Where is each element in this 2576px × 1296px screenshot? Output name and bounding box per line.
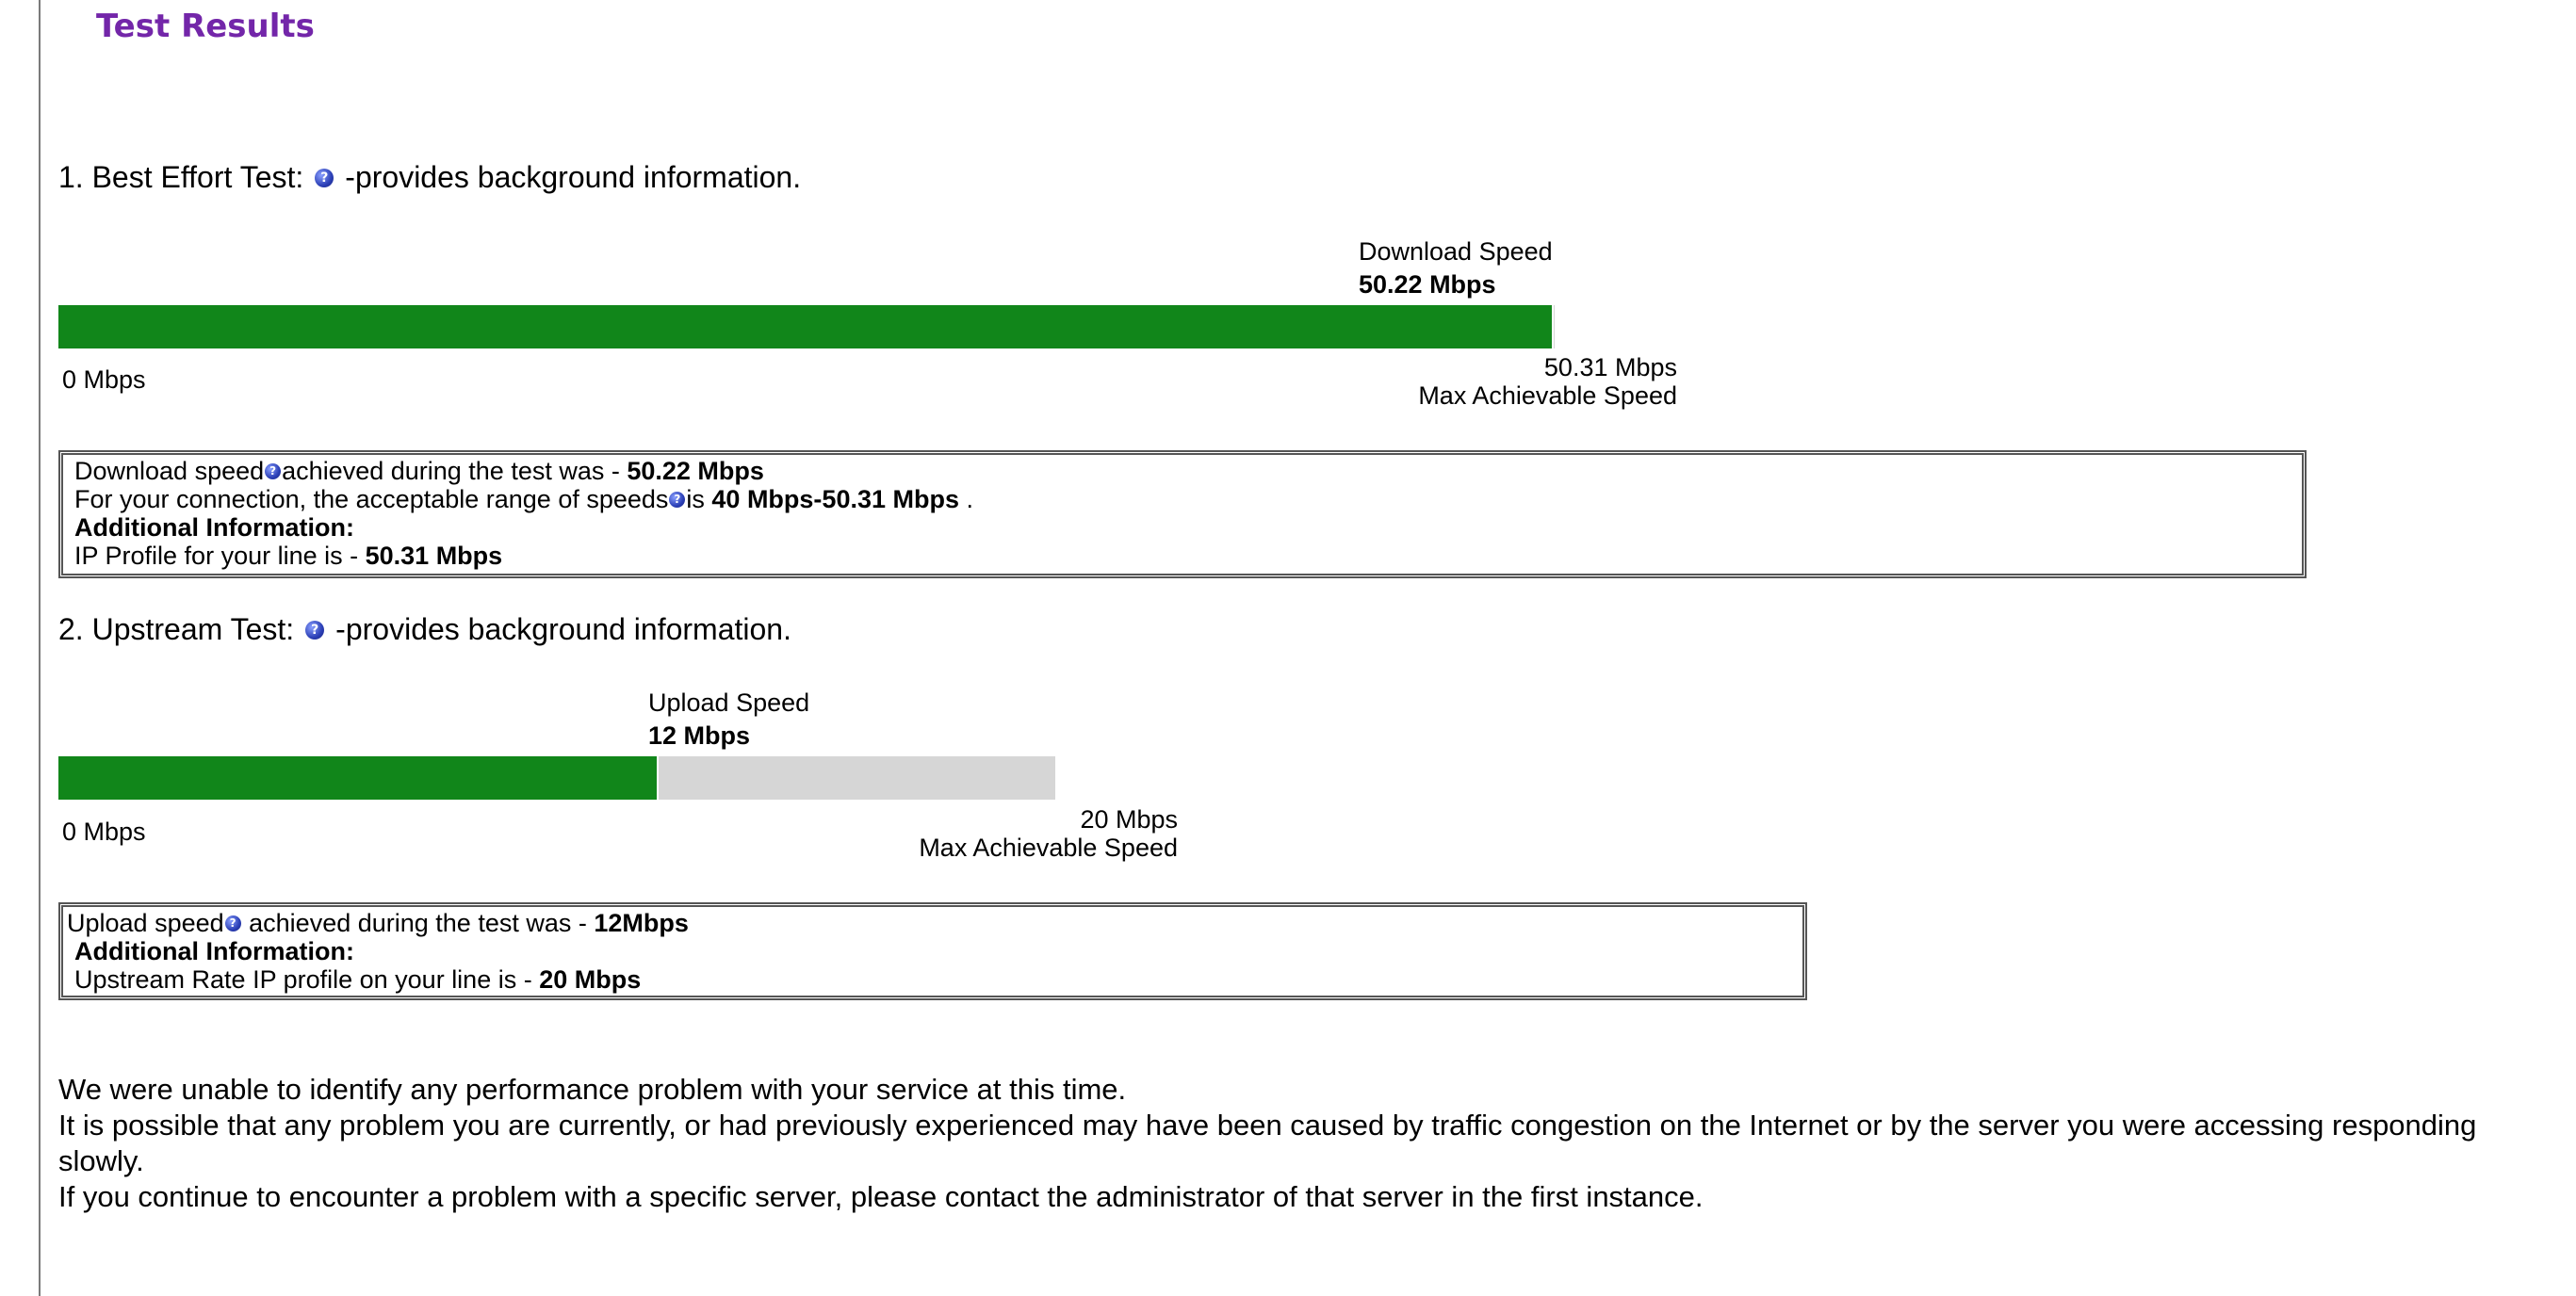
download-speed-bar-track bbox=[58, 305, 1555, 348]
upload-info-box bbox=[58, 902, 1807, 1000]
upload-max-caption: Max Achievable Speed bbox=[919, 834, 1178, 862]
upload-info-label: Upload speed bbox=[67, 909, 224, 937]
upload-speed-value: 12 Mbps bbox=[648, 721, 751, 750]
best-effort-heading-suffix: -provides background information. bbox=[345, 160, 802, 194]
ip-profile-value: 50.31 Mbps bbox=[365, 542, 503, 570]
best-effort-heading-text: 1. Best Effort Test: bbox=[58, 160, 304, 194]
download-additional-heading: Additional Information: bbox=[74, 513, 354, 542]
upload-info-line-1 bbox=[67, 909, 1795, 937]
upload-speed-help-icon[interactable]: ? bbox=[225, 915, 241, 932]
range-info-suffix: . bbox=[958, 485, 973, 513]
summary-line-2: It is possible that any problem you are currently, or had previously experienced may have been caused by traffic congestion on the Internet or by the server you were accessing responding slowly. bbox=[58, 1109, 2477, 1177]
download-speed-value: 50.22 Mbps bbox=[1359, 270, 1496, 299]
upload-info-line-3 bbox=[67, 965, 1795, 994]
download-info-line-1 bbox=[74, 457, 2294, 485]
download-info-line-4 bbox=[74, 542, 2294, 570]
ip-profile-label: IP Profile for your line is - bbox=[74, 542, 366, 570]
summary-line-1: We were unable to identify any performance problem with your service at this time. bbox=[58, 1073, 1127, 1106]
download-speed-caption: Download Speed bbox=[1359, 237, 1553, 266]
upstream-help-icon[interactable]: ? bbox=[305, 621, 324, 640]
download-info-box bbox=[58, 450, 2307, 578]
best-effort-help-icon[interactable]: ? bbox=[315, 169, 334, 187]
summary-line-3: If you continue to encounter a problem with a specific server, please contact the administrator of that server in the first instance. bbox=[58, 1180, 1704, 1213]
download-speed-help-icon[interactable]: ? bbox=[265, 463, 281, 479]
upstream-profile-value: 20 Mbps bbox=[539, 965, 642, 994]
range-help-icon[interactable]: ? bbox=[669, 492, 685, 508]
upstream-heading-suffix: -provides background information. bbox=[335, 612, 791, 646]
upload-speed-bar-fill bbox=[58, 756, 659, 800]
upload-max-value: 20 Mbps bbox=[1080, 805, 1178, 834]
range-info-text: is bbox=[686, 485, 712, 513]
upstream-heading bbox=[58, 612, 791, 647]
upload-info-text: achieved during the test was - bbox=[241, 909, 595, 937]
upload-speed-caption: Upload Speed bbox=[648, 688, 810, 717]
range-info-value: 40 Mbps-50.31 Mbps bbox=[711, 485, 959, 513]
range-info-label: For your connection, the acceptable range of speeds bbox=[74, 485, 669, 513]
download-info-line-2 bbox=[74, 485, 2294, 513]
summary-text bbox=[58, 1072, 2508, 1215]
upload-info-value: 12Mbps bbox=[594, 909, 689, 937]
download-info-text: achieved during the test was - bbox=[282, 457, 628, 485]
best-effort-heading bbox=[58, 160, 801, 195]
download-max-caption: Max Achievable Speed bbox=[1418, 381, 1677, 410]
download-info-value: 50.22 Mbps bbox=[627, 457, 764, 485]
upload-additional-heading: Additional Information: bbox=[74, 937, 354, 965]
upstream-heading-text: 2. Upstream Test: bbox=[58, 612, 295, 646]
page-title: Test Results bbox=[96, 8, 315, 45]
download-min-label: 0 Mbps bbox=[62, 365, 146, 394]
upload-min-label: 0 Mbps bbox=[62, 818, 146, 846]
left-border-rule bbox=[39, 0, 41, 1296]
upload-speed-bar-track bbox=[58, 756, 1055, 800]
download-speed-bar-fill bbox=[58, 305, 1554, 348]
download-info-label: Download speed bbox=[74, 457, 265, 485]
upstream-profile-label: Upstream Rate IP profile on your line is - bbox=[74, 965, 540, 994]
download-max-value: 50.31 Mbps bbox=[1543, 353, 1677, 381]
